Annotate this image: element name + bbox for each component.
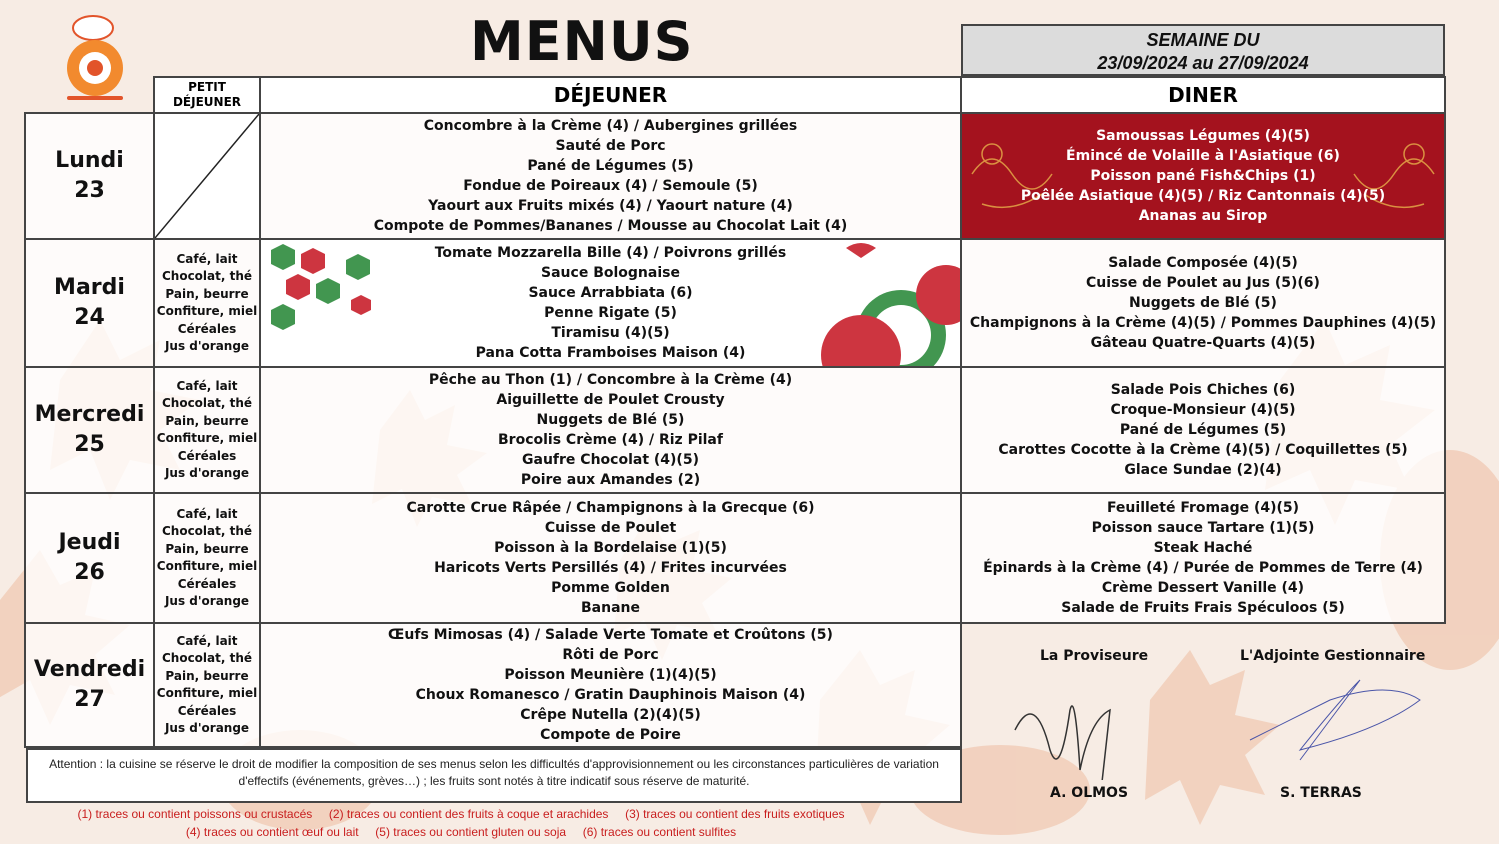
header-dejeuner: DÉJEUNER (259, 76, 962, 114)
menu-item: Brocolis Crème (4) / Riz Pilaf (498, 432, 723, 448)
breakfast-item: Céréales (177, 321, 237, 336)
menu-item: Poisson à la Bordelaise (1)(5) (494, 540, 727, 556)
menu-item: Gâteau Quatre-Quarts (4)(5) (1090, 335, 1316, 351)
menu-item: Nuggets de Blé (5) (1129, 295, 1277, 311)
breakfast-item: Jus d'orange (164, 466, 250, 480)
breakfast-friday (153, 622, 261, 748)
menu-item: Pomme Golden (551, 580, 670, 596)
menu-item: Glace Sundae (2)(4) (1124, 462, 1282, 478)
menu-item: Sauce Bolognaise (541, 265, 680, 281)
day-friday (24, 622, 155, 748)
menu-item: Penne Rigate (5) (544, 305, 677, 321)
lunch-tuesday (259, 238, 962, 368)
menu-item: Champignons à la Crème (4)(5) / Pommes Dauphines (4)(5) (969, 315, 1437, 331)
menu-item: Salade Composée (4)(5) (1108, 255, 1298, 271)
lunch-friday (259, 622, 962, 748)
menu-item: Tiramisu (4)(5) (551, 325, 670, 341)
breakfast-item: Confiture, miel (156, 304, 258, 318)
menu-item: Poisson Meunière (1)(4)(5) (504, 667, 717, 683)
breakfast-item: Café, lait (176, 251, 238, 266)
breakfast-item: Jus d'orange (164, 339, 250, 353)
week-label: SEMAINE DU (1146, 30, 1260, 50)
menu-item: Compote de Poire (540, 727, 681, 743)
menu-item: Yaourt aux Fruits mixés (4) / Yaourt nature (4) (428, 198, 793, 214)
day-name: Lundi (55, 148, 124, 173)
allergen-legend (26, 805, 896, 841)
signature-left-image (1005, 670, 1125, 785)
day-name: Mardi (54, 275, 125, 300)
signature-right-image (1240, 670, 1430, 775)
menu-item: Émincé de Volaille à l'Asiatique (6) (1066, 148, 1340, 164)
menu-item: Pana Cotta Framboises Maison (4) (475, 345, 746, 361)
menu-item: Ananas au Sirop (1138, 208, 1268, 224)
breakfast-item: Chocolat, thé (161, 396, 253, 410)
page-title: MENUS (470, 10, 694, 73)
menu-item: Steak Haché (1153, 540, 1253, 556)
menu-item: Cuisse de Poulet au Jus (5)(6) (1086, 275, 1320, 291)
signature-left-name: A. OLMOS (1050, 785, 1129, 801)
day-name: Jeudi (58, 530, 121, 555)
breakfast-item: Café, lait (176, 378, 238, 393)
day-wednesday (24, 366, 155, 494)
menu-item: Nuggets de Blé (5) (536, 412, 685, 428)
day-number: 23 (74, 178, 105, 203)
breakfast-tuesday (153, 238, 261, 368)
breakfast-item: Pain, beurre (165, 668, 249, 683)
week-banner (961, 24, 1445, 76)
signature-right-name: S. TERRAS (1280, 785, 1362, 801)
signature-left-title: La Proviseure (1040, 648, 1149, 664)
dinner-monday (960, 112, 1446, 240)
breakfast-item: Confiture, miel (156, 559, 258, 573)
day-number: 27 (74, 687, 105, 712)
menu-item: Pêche au Thon (1) / Concombre à la Crème (4) (428, 372, 793, 388)
menu-item: Poisson sauce Tartare (1)(5) (1091, 520, 1315, 536)
menu-item: Salade Pois Chiches (6) (1110, 382, 1296, 398)
diagonal-line (155, 114, 259, 238)
breakfast-item: Céréales (177, 703, 237, 718)
menu-item: Fondue de Poireaux (4) / Semoule (5) (463, 178, 758, 194)
breakfast-item: Confiture, miel (156, 686, 258, 700)
menu-item: Carotte Crue Râpée / Champignons à la Grecque (6) (406, 500, 815, 516)
day-number: 24 (74, 305, 105, 330)
menu-item: Gaufre Chocolat (4)(5) (522, 452, 699, 468)
breakfast-item: Chocolat, thé (161, 651, 253, 665)
menu-item: Œufs Mimosas (4) / Salade Verte Tomate et Croûtons (5) (388, 627, 833, 643)
menu-item: Compote de Pommes/Bananes / Mousse au Chocolat Lait (4) (373, 218, 848, 234)
breakfast-item: Café, lait (176, 506, 238, 521)
breakfast-item: Confiture, miel (156, 431, 258, 445)
dinner-wednesday (960, 366, 1446, 494)
day-name: Vendredi (33, 657, 146, 682)
menu-item: Cuisse de Poulet (544, 520, 677, 536)
legend-line-2: (4) traces ou contient œuf ou lait (5) traces ou contient gluten ou soja (6) traces ou contient sulfites (185, 825, 737, 839)
breakfast-thursday (153, 492, 261, 624)
lunch-monday (259, 112, 962, 240)
day-thursday (24, 492, 155, 624)
legend-line-1: (1) traces ou contient poissons ou crustacés (2) traces ou contient des fruits à coque et arachides (3) traces ou contient des fruits exotiques (77, 807, 845, 821)
menu-item: Poisson pané Fish&Chips (1) (1090, 168, 1316, 184)
day-number: 26 (74, 560, 105, 585)
menu-item: Samoussas Légumes (4)(5) (1096, 128, 1310, 144)
menu-item: Feuilleté Fromage (4)(5) (1106, 500, 1300, 516)
menu-item: Pané de Légumes (5) (1119, 422, 1287, 438)
breakfast-item: Jus d'orange (164, 721, 250, 735)
menu-item: Concombre à la Crème (4) / Aubergines grillées (423, 118, 798, 134)
menu-item: Aiguillette de Poulet Crousty (496, 392, 725, 408)
menu-item: Rôti de Porc (562, 647, 659, 663)
breakfast-item: Chocolat, thé (161, 524, 253, 538)
signature-right-title: L'Adjointe Gestionnaire (1240, 648, 1426, 664)
lunch-wednesday (259, 366, 962, 494)
week-dates: 23/09/2024 au 27/09/2024 (1097, 53, 1309, 73)
menu-item: Épinards à la Crème (4) / Purée de Pommes de Terre (4) (983, 560, 1423, 576)
day-name: Mercredi (34, 402, 145, 427)
menu-item: Sauté de Porc (555, 138, 666, 154)
menu-item: Pané de Légumes (5) (527, 158, 694, 174)
day-number: 25 (74, 432, 105, 457)
menu-item: Sauce Arrabbiata (6) (528, 285, 693, 301)
dinner-thursday (960, 492, 1446, 624)
breakfast-item: Céréales (177, 448, 237, 463)
menu-item: Croque-Monsieur (4)(5) (1110, 402, 1296, 418)
menu-item: Poêlée Asiatique (4)(5) / Riz Cantonnais (4)(5) (1020, 188, 1386, 204)
breakfast-item: Café, lait (176, 633, 238, 648)
menu-item: Tomate Mozzarella Bille (4) / Poivrons grillés (434, 245, 787, 261)
menu-item: Crêpe Nutella (2)(4)(5) (520, 707, 701, 723)
header-petit-dejeuner (153, 76, 261, 114)
dinner-tuesday (960, 238, 1446, 368)
day-tuesday (24, 238, 155, 368)
breakfast-wednesday (153, 366, 261, 494)
breakfast-item: Pain, beurre (165, 286, 249, 301)
menu-item: Choux Romanesco / Gratin Dauphinois Maison (4) (415, 687, 806, 703)
lunch-thursday (259, 492, 962, 624)
breakfast-item: Jus d'orange (164, 594, 250, 608)
breakfast-item: Céréales (177, 576, 237, 591)
day-monday (24, 112, 155, 240)
menu-item: Carottes Cocotte à la Crème (4)(5) / Coquillettes (5) (998, 442, 1408, 458)
header-diner: DINER (960, 76, 1446, 114)
menu-item: Salade de Fruits Frais Spéculoos (5) (1061, 600, 1345, 616)
menu-item: Poire aux Amandes (2) (520, 472, 701, 488)
breakfast-item: Chocolat, thé (161, 269, 253, 283)
breakfast-monday-empty (153, 112, 261, 240)
menu-item: Banane (581, 600, 640, 616)
menu-item: Haricots Verts Persillés (4) / Frites incurvées (434, 560, 787, 576)
breakfast-item: Pain, beurre (165, 413, 249, 428)
header-petit-dejeuner-label: PETIT DÉJEUNER (172, 80, 242, 109)
chef-logo-icon (55, 8, 135, 103)
menu-item: Crème Dessert Vanille (4) (1101, 580, 1305, 596)
notice-box: Attention : la cuisine se réserve le droit de modifier la composition de ses menus selon les difficultés d'approvisionnement ou les circonstances particulières de variation d'effectifs (événements, grèves…) ; les fruits sont notés à titre indicatif sous réserve de maturité. (26, 748, 962, 803)
breakfast-item: Pain, beurre (165, 541, 249, 556)
